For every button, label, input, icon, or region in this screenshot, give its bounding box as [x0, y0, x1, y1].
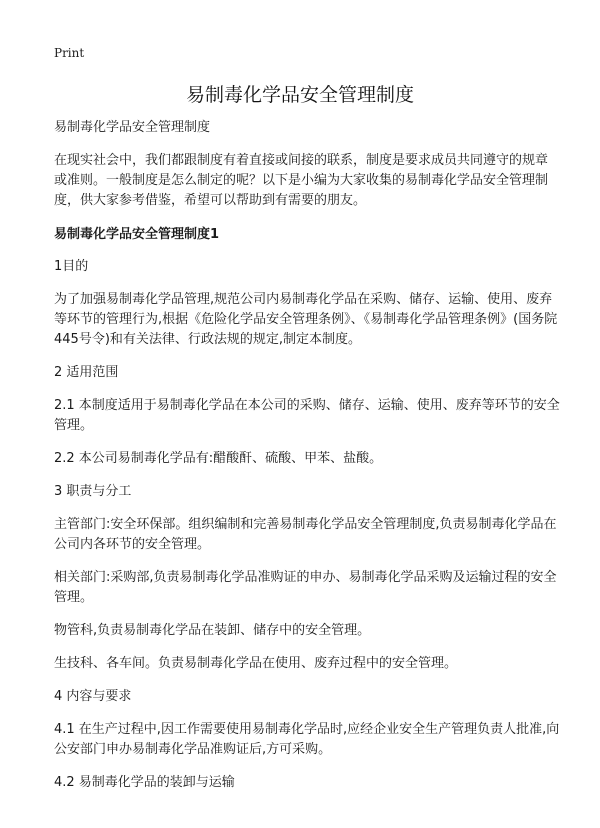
page-title: 易制毒化学品安全管理制度 [185, 84, 414, 106]
section-label: 3 职责与分工 [54, 484, 132, 499]
document-subtitle: 易制毒化学品安全管理制度 [54, 120, 211, 135]
document-body [54, 118, 560, 806]
print-link[interactable]: Print [54, 46, 85, 60]
section-heading: 易制毒化学品安全管理制度1 [54, 227, 220, 242]
section-label: 1目的 [54, 259, 89, 274]
body-paragraph: 为了加强易制毒化学品管理,规范公司内易制毒化学品在采购、储存、运输、使用、废弃等环节的管理行为,根据《危险化学品安全管理条例》、《易制毒化学品管理条例》(国务院445号令)和有关法律、行政法规的规定,制定本制度。 [54, 292, 558, 347]
body-paragraph: 主管部门:安全环保部。组织编制和完善易制毒化学品安全管理制度,负责易制毒化学品在公司内各环节的安全管理。 [54, 517, 557, 552]
body-paragraph: 生技科、各车间。负责易制毒化学品在使用、废弃过程中的安全管理。 [54, 656, 458, 671]
section-label: 4 内容与要求 [54, 689, 132, 704]
section-label: 2 适用范围 [54, 365, 119, 380]
body-paragraph: 相关部门:采购部,负责易制毒化学品准购证的申办、易制毒化学品采购及运输过程的安全管理。 [54, 570, 557, 605]
body-paragraph: 4.2 易制毒化学品的装卸与运输 [54, 775, 235, 790]
intro-paragraph: 在现实社会中，我们都跟制度有着直接或间接的联系，制度是要求成员共同遵守的规章或准则。一般制度是怎么制定的呢？以下是小编为大家收集的易制毒化学品安全管理制度，供大家参考借鉴，希望可以帮助到有需要的朋友。 [54, 153, 549, 208]
body-paragraph: 物管科,负责易制毒化学品在装卸、储存中的安全管理。 [54, 623, 371, 638]
body-paragraph: 2.1 本制度适用于易制毒化学品在本公司的采购、储存、运输、使用、废弃等环节的安全管理。 [54, 398, 560, 433]
body-paragraph: 2.2 本公司易制毒化学品有:醋酸酐、硫酸、甲苯、盐酸。 [54, 451, 383, 466]
body-paragraph: 4.1 在生产过程中,因工作需要使用易制毒化学品时,应经企业安全生产管理负责人批准,向公安部门申办易制毒化学品准购证后,方可采购。 [54, 722, 560, 757]
